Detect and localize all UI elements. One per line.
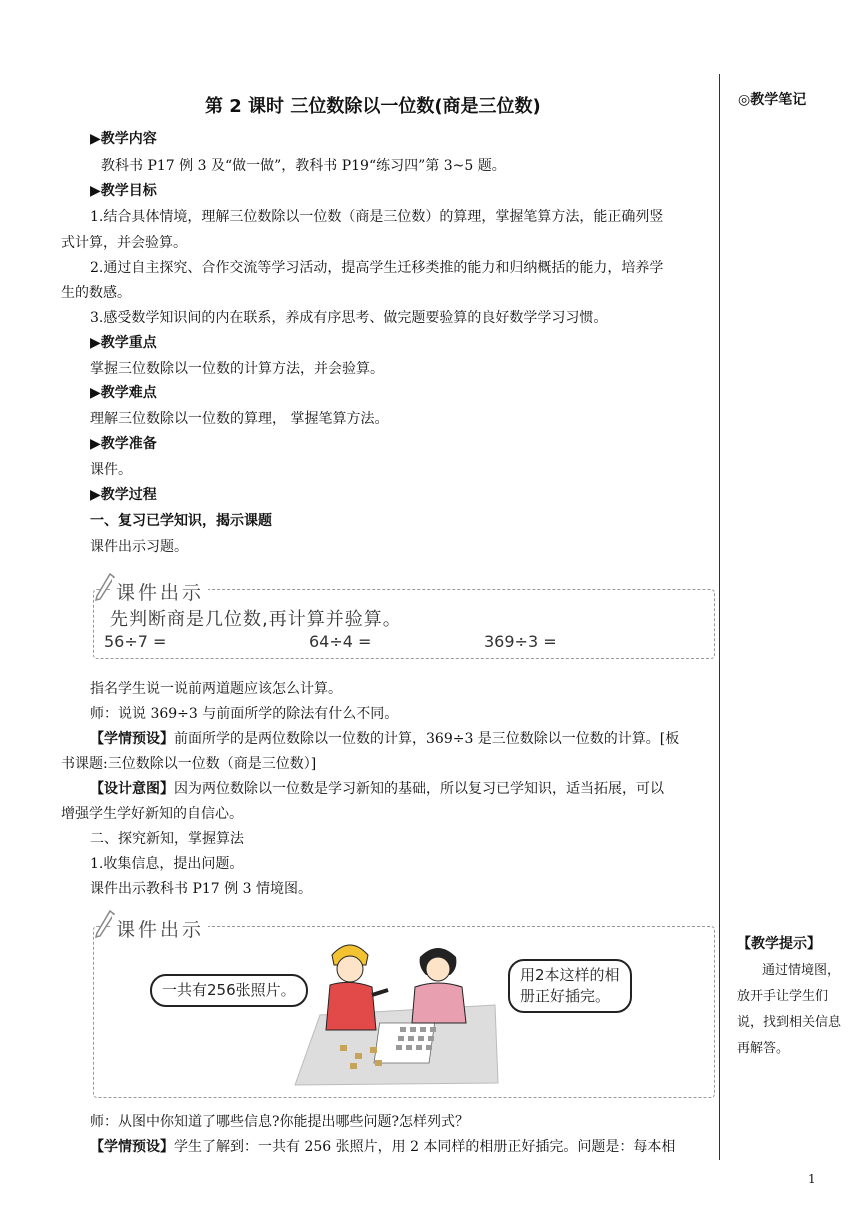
girl-right (412, 948, 466, 1023)
goal-1b: 式计算，并会验算。 (61, 235, 187, 251)
goal-2a: 2.通过自主探究、合作交流等学习活动，提高学生迁移类推的能力和归纳概括的能力，培养学 (90, 260, 664, 276)
preset-label: 【学情预设】 (90, 731, 174, 747)
problem-1: 56÷7 = (104, 632, 167, 651)
difficulty-text: 理解三位数除以一位数的算理， 掌握笔算方法。 (90, 411, 389, 427)
heading-key: ▶教学重点 (90, 335, 157, 351)
para-ask-students: 指名学生说一说前两道题应该怎么计算。 (90, 681, 342, 697)
side-tip-line-4: 再解答。 (737, 1041, 790, 1056)
side-tip-line-2: 放开手让学生们 (737, 989, 829, 1004)
key-text: 掌握三位数除以一位数的计算方法，并会验算。 (90, 361, 384, 377)
para-teacher-question-2: 师：从图中你知道了哪些信息?你能提出哪些问题?怎样列式？ (90, 1114, 470, 1130)
bubble-right-line-2: 册正好插完。 (520, 987, 611, 1005)
intent-label: 【设计意图】 (90, 781, 174, 797)
goal-3: 3.感受数学知识间的内在联系，养成有序思考、做完题要验算的良好数学学习习惯。 (90, 310, 608, 326)
para-intent (90, 780, 664, 798)
box1-instruction: 先判断商是几位数,再计算并验算。 (110, 609, 402, 630)
preset-text-2: 学生了解到：一共有 256 张照片，用 2 本同样的相册正好插完。问题是：每本相 (174, 1139, 676, 1155)
heading-goals: ▶教学目标 (90, 183, 157, 199)
step1-text: 课件出示习题。 (90, 539, 188, 555)
heading-prep: ▶教学准备 (90, 436, 157, 452)
scene-illustration (280, 935, 510, 1090)
goal-2b: 生的数感。 (61, 285, 131, 301)
speech-bubble-left: 一共有256张照片。 (150, 974, 308, 1007)
content-text: 教科书 P17 例 3 及“做一做”，教科书 P19“练习四”第 3~5 题。 (101, 158, 506, 174)
para-teacher-question: 师：说说 369÷3 与前面所学的除法有什么不同。 (90, 706, 399, 722)
para-preset-1 (90, 730, 679, 748)
para-preset-2 (90, 1138, 675, 1156)
notes-header: ◎教学笔记 (738, 92, 807, 108)
step2-item-2: 课件出示教科书 P17 例 3 情境图。 (90, 881, 312, 897)
problem-2: 64÷4 = (309, 632, 372, 651)
courseware-tag-1: 课件出示 (112, 578, 208, 605)
page-number: 1 (808, 1172, 816, 1186)
step2-heading: 二、探究新知，掌握算法 (90, 831, 244, 847)
preset-label-2: 【学情预设】 (90, 1139, 174, 1155)
para-intent-b: 增强学生学好新知的自信心。 (61, 806, 243, 822)
courseware-tag-2: 课件出示 (112, 915, 208, 942)
step2-item-1: 1.收集信息，提出问题。 (90, 856, 244, 872)
heading-difficulty: ▶教学难点 (90, 385, 157, 401)
prep-text: 课件。 (90, 462, 132, 478)
preset-text: 前面所学的是两位数除以一位数的计算，369÷3 是三位数除以一位数的计算。[板 (174, 731, 680, 747)
page-title: 第 2 课时 三位数除以一位数(商是三位数) (205, 96, 541, 117)
intent-text: 因为两位数除以一位数是学习新知的基础，所以复习已学知识，适当拓展，可以 (174, 781, 664, 797)
bubble-right-line-1: 用2本这样的相 (520, 966, 620, 984)
heading-process: ▶教学过程 (90, 487, 157, 503)
step1-heading: 一、复习已学知识，揭示课题 (90, 513, 272, 529)
speech-bubble-right (508, 959, 632, 1013)
problem-3: 369÷3 = (484, 632, 557, 651)
margin-divider (719, 74, 720, 1160)
goal-1a: 1.结合具体情境，理解三位数除以一位数（商是三位数）的算理，掌握笔算方法，能正确列竖 (90, 209, 664, 225)
side-tip-line-1: 通过情境图， (762, 963, 841, 978)
side-tip-title: 【教学提示】 (737, 936, 821, 952)
heading-content: ▶教学内容 (90, 131, 157, 147)
side-tip-line-3: 说，找到相关信息 (737, 1015, 842, 1030)
para-preset-1b: 书课题:三位数除以一位数（商是三位数）] (61, 756, 317, 772)
